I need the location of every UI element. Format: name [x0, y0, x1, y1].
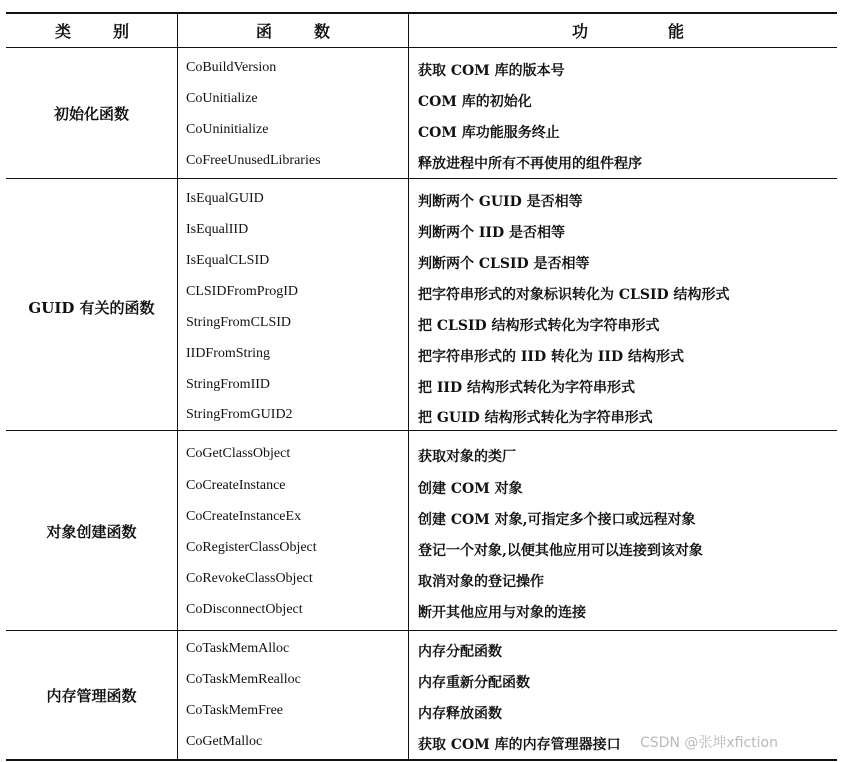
function-name: CoRevokeClassObject — [186, 571, 313, 586]
function-description: 创建 COM 对象,可指定多个接口或远程对象 — [418, 512, 696, 528]
bottom-rule — [6, 759, 837, 761]
function-name: CoCreateInstance — [186, 478, 286, 493]
header-category-char: 类 — [55, 22, 73, 41]
top-rule — [6, 12, 837, 14]
function-description: 获取 COM 库的版本号 — [418, 63, 565, 79]
function-description: 登记一个对象,以便其他应用可以连接到该对象 — [418, 543, 703, 559]
header-category-char: 别 — [113, 22, 131, 41]
function-name: CoGetMalloc — [186, 734, 263, 749]
function-name: IIDFromString — [186, 346, 270, 361]
group-divider — [6, 178, 837, 179]
group-divider — [6, 630, 837, 631]
function-name: CoGetClassObject — [186, 446, 291, 461]
column-divider — [408, 13, 409, 760]
function-name: StringFromCLSID — [186, 315, 292, 330]
function-name: CoUninitialize — [186, 122, 269, 137]
function-description: 判断两个 GUID 是否相等 — [418, 194, 583, 210]
header-rule — [6, 47, 837, 48]
watermark: CSDN @张坤xfiction — [640, 735, 778, 751]
function-description: COM 库功能服务终止 — [418, 125, 560, 141]
function-name: StringFromGUID2 — [186, 407, 293, 422]
function-name: StringFromIID — [186, 377, 270, 392]
function-name: CoDisconnectObject — [186, 602, 303, 617]
header-function-char: 数 — [314, 22, 332, 41]
function-name: CLSIDFromProgID — [186, 284, 299, 299]
function-description: 取消对象的登记操作 — [418, 574, 544, 590]
function-description: 内存重新分配函数 — [418, 675, 530, 691]
function-name: IsEqualGUID — [186, 191, 264, 206]
header-feature-char: 能 — [668, 22, 686, 41]
function-name: CoBuildVersion — [186, 60, 277, 75]
function-description: COM 库的初始化 — [418, 94, 532, 110]
function-description: 内存释放函数 — [418, 706, 502, 722]
category-label: 对象创建函数 — [46, 523, 137, 541]
function-description: 获取 COM 库的内存管理器接口 — [418, 737, 621, 753]
function-name: CoRegisterClassObject — [186, 540, 317, 555]
function-description: 把 IID 结构形式转化为字符串形式 — [418, 380, 635, 396]
function-name: CoTaskMemFree — [186, 703, 284, 718]
function-description: 把字符串形式的对象标识转化为 CLSID 结构形式 — [418, 287, 730, 303]
function-description: 把 CLSID 结构形式转化为字符串形式 — [418, 318, 660, 334]
function-description: 断开其他应用与对象的连接 — [418, 605, 586, 621]
function-name: IsEqualCLSID — [186, 253, 270, 268]
function-name: CoFreeUnusedLibraries — [186, 153, 321, 168]
category-label: 内存管理函数 — [46, 687, 137, 705]
function-name: CoTaskMemAlloc — [186, 641, 290, 656]
header-function-char: 函 — [256, 22, 274, 41]
function-description: 获取对象的类厂 — [418, 449, 516, 465]
function-description: 创建 COM 对象 — [418, 481, 523, 497]
header-feature-char: 功 — [572, 22, 590, 41]
function-description: 内存分配函数 — [418, 644, 502, 660]
function-name: CoUnitialize — [186, 91, 258, 106]
function-description: 把字符串形式的 IID 转化为 IID 结构形式 — [418, 349, 684, 365]
group-divider — [6, 430, 837, 431]
function-description: 释放进程中所有不再使用的组件程序 — [418, 156, 642, 172]
category-label: GUID 有关的函数 — [28, 299, 155, 317]
function-name: IsEqualIID — [186, 222, 249, 237]
function-name: CoCreateInstanceEx — [186, 509, 302, 524]
column-divider — [177, 13, 178, 760]
category-label: 初始化函数 — [53, 105, 129, 123]
function-description: 判断两个 CLSID 是否相等 — [418, 256, 590, 272]
function-description: 把 GUID 结构形式转化为字符串形式 — [418, 410, 653, 426]
function-description: 判断两个 IID 是否相等 — [418, 225, 565, 241]
function-name: CoTaskMemRealloc — [186, 672, 301, 687]
